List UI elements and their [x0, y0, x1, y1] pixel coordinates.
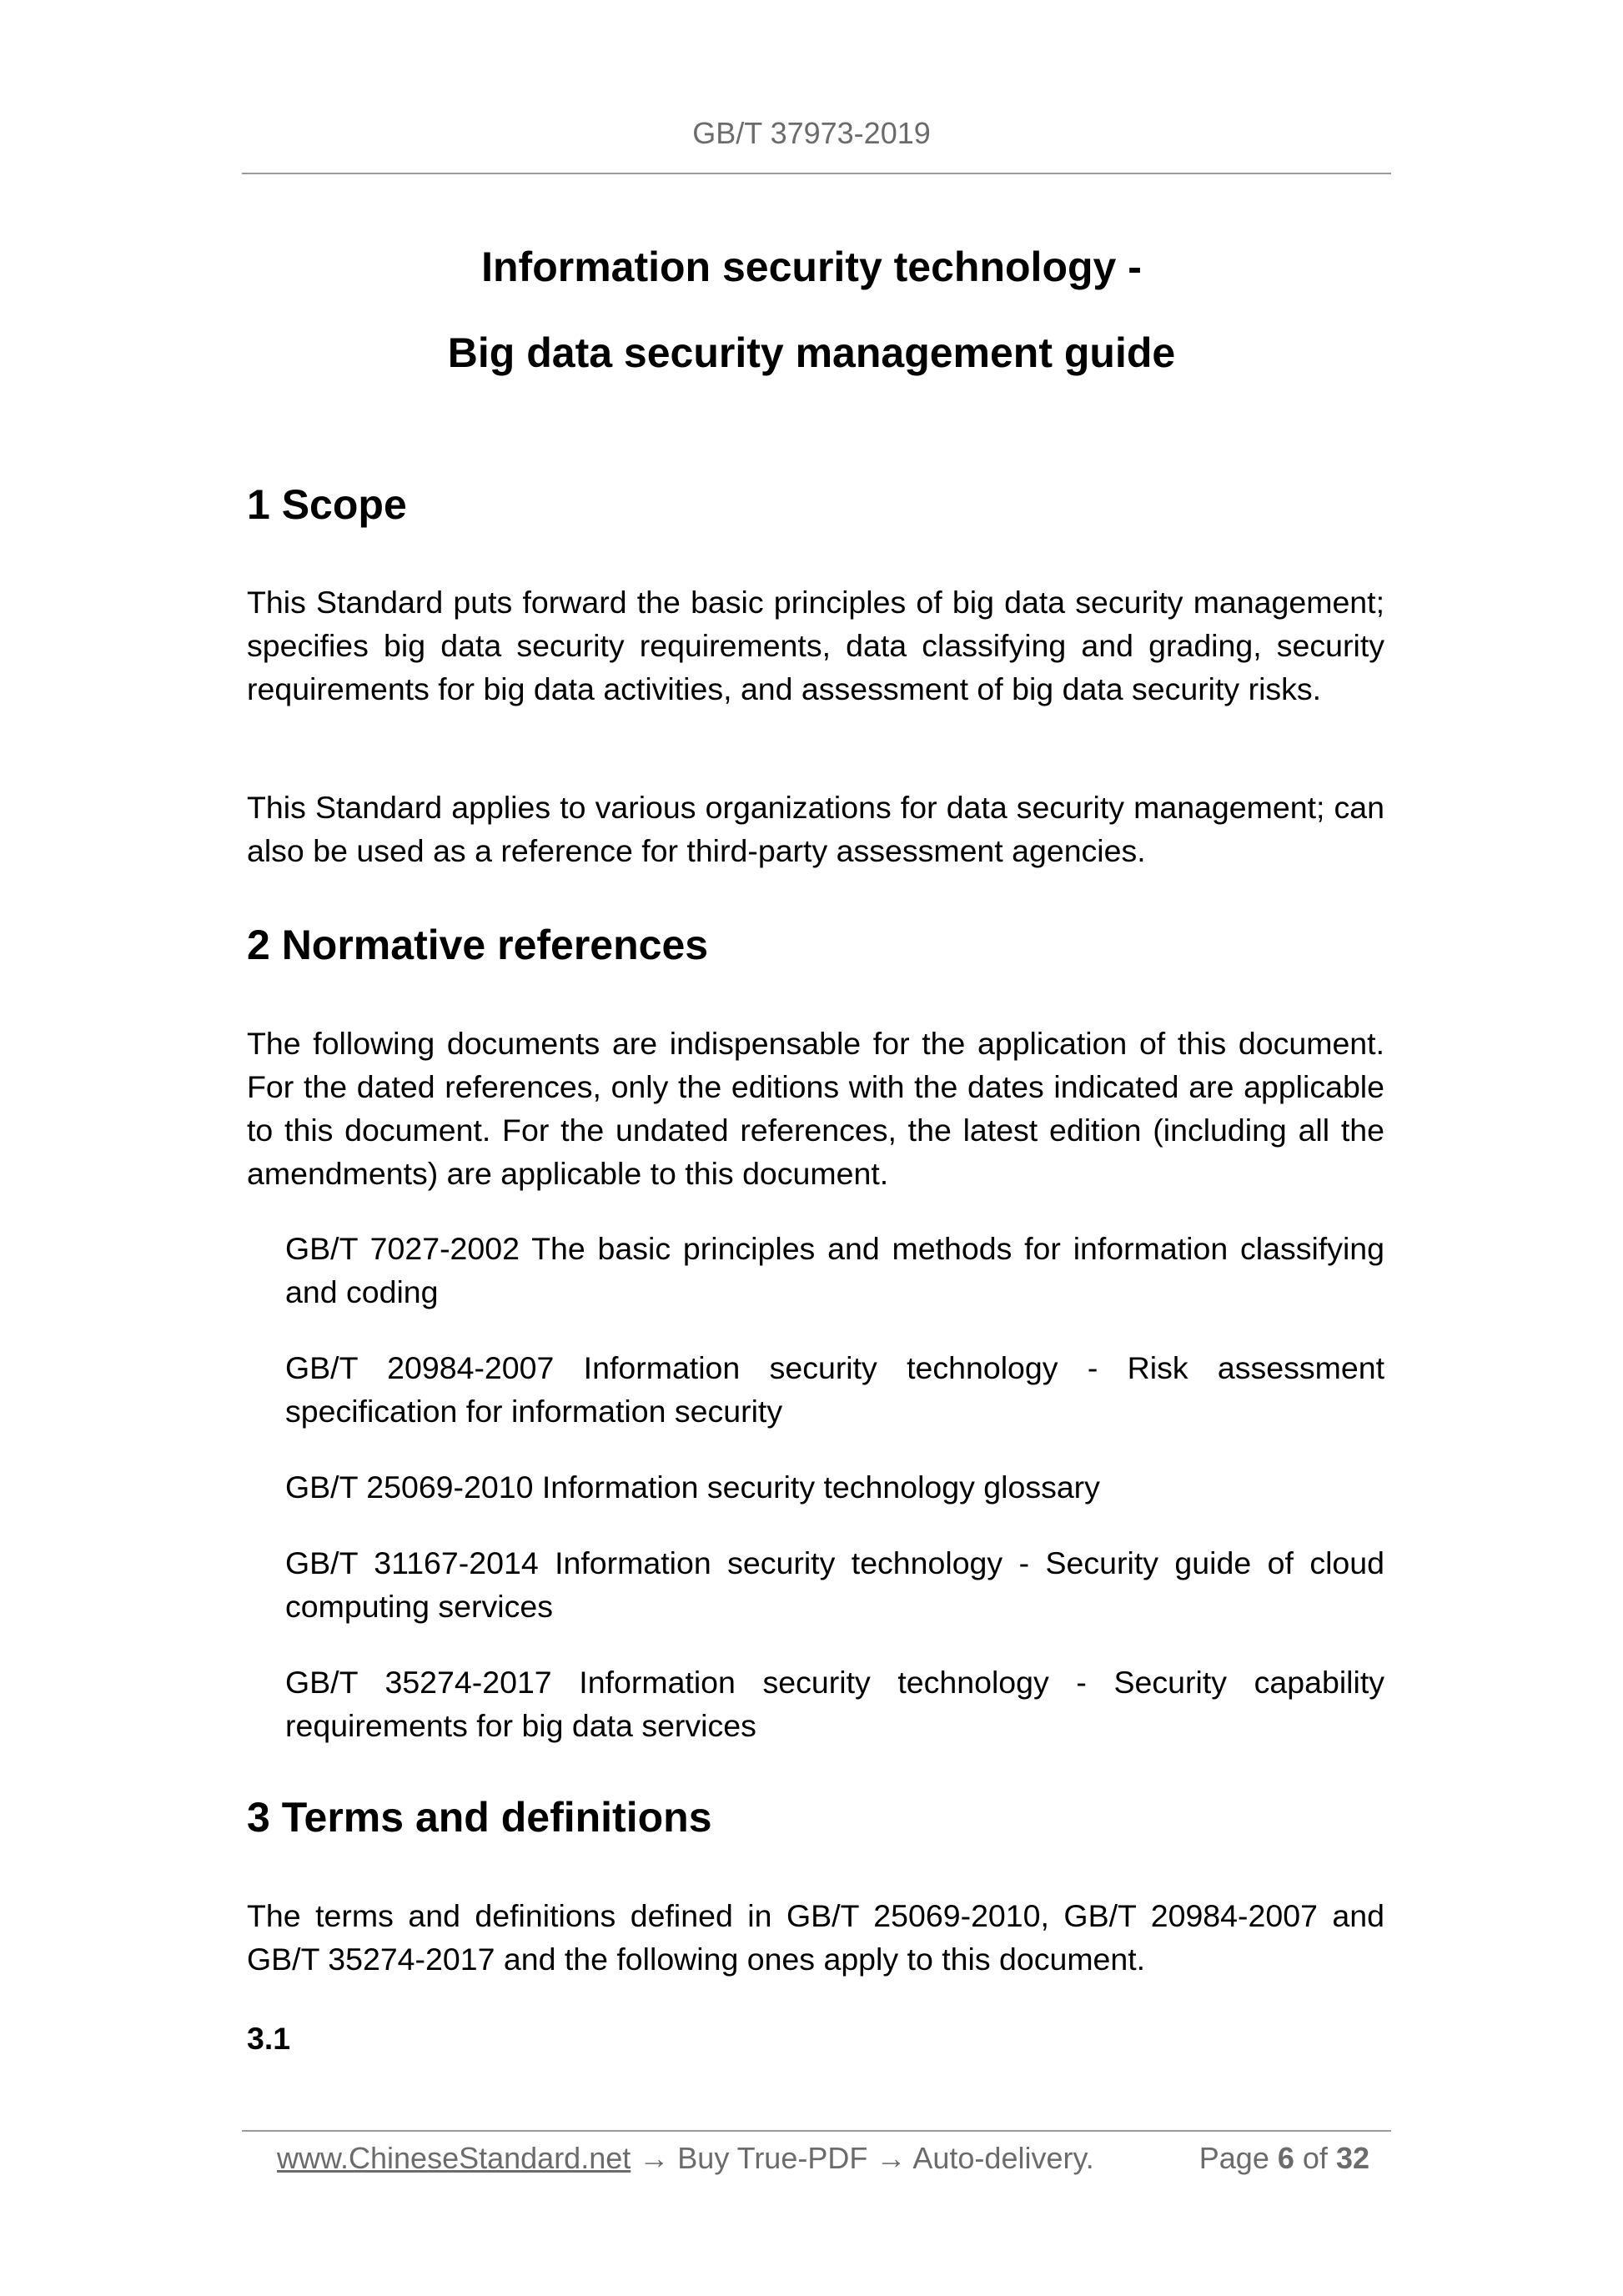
page-of-label: of [1302, 2141, 1328, 2175]
header-rule [242, 173, 1391, 174]
page-indicator [1199, 2137, 1369, 2180]
document-title-line2: Big data security management guide [447, 329, 1176, 376]
reference-item: GB/T 20984-2007 Information security technology - Risk assessment specification for information security [285, 1350, 1384, 1429]
website-link[interactable]: www.ChineseStandard.net [277, 2141, 631, 2175]
scope-paragraph: This Standard applies to various organizations for data security management; can also be used as a reference for third-party assessment agencies. [247, 790, 1384, 868]
section-heading-normative-references: 2 Normative references [247, 922, 709, 968]
auto-delivery-text: Auto-delivery. [912, 2141, 1094, 2175]
normative-intro-paragraph: The following documents are indispensable for the application of this document. For the dated references, only the editions with the dates indicated are applicable to this document. For the undated references, the latest edition (including all the amendments) are applicable to this document. [247, 1026, 1384, 1191]
reference-item: GB/T 7027-2002 The basic principles and methods for information classifying and coding [285, 1231, 1384, 1309]
header-doc-code: GB/T 37973-2019 [692, 116, 931, 150]
arrow-right-icon: → [639, 2141, 670, 2175]
page-current: 6 [1277, 2141, 1294, 2175]
page-total: 32 [1335, 2141, 1369, 2175]
page-label: Page [1198, 2141, 1269, 2175]
reference-item: GB/T 31167-2014 Information security technology - Security guide of cloud computing services [285, 1545, 1384, 1624]
footer-rule [242, 2130, 1391, 2132]
arrow-right-icon: → [876, 2141, 907, 2175]
reference-item: GB/T 25069-2010 Information security technology glossary [285, 1470, 1100, 1505]
scope-paragraph: This Standard puts forward the basic principles of big data security management; specifies big data security requirements, data classifying and grading, security requirements for big data activities, and assessment of big data security risks. [247, 585, 1384, 706]
section-heading-terms-definitions: 3 Terms and definitions [247, 1794, 712, 1841]
clause-number: 3.1 [247, 2021, 291, 2056]
terms-intro-paragraph: The terms and definitions defined in GB/T 25069-2010, GB/T 20984-2007 and GB/T 35274-2017 and the following ones apply to this document. [247, 1898, 1384, 1977]
footer [277, 2137, 1369, 2180]
buy-true-pdf-text: Buy True-PDF [677, 2141, 868, 2175]
section-heading-scope: 1 Scope [247, 481, 407, 528]
reference-item: GB/T 35274-2017 Information security technology - Security capability requirements for big data services [285, 1665, 1384, 1743]
document-title-line1: Information security technology - [481, 244, 1142, 290]
